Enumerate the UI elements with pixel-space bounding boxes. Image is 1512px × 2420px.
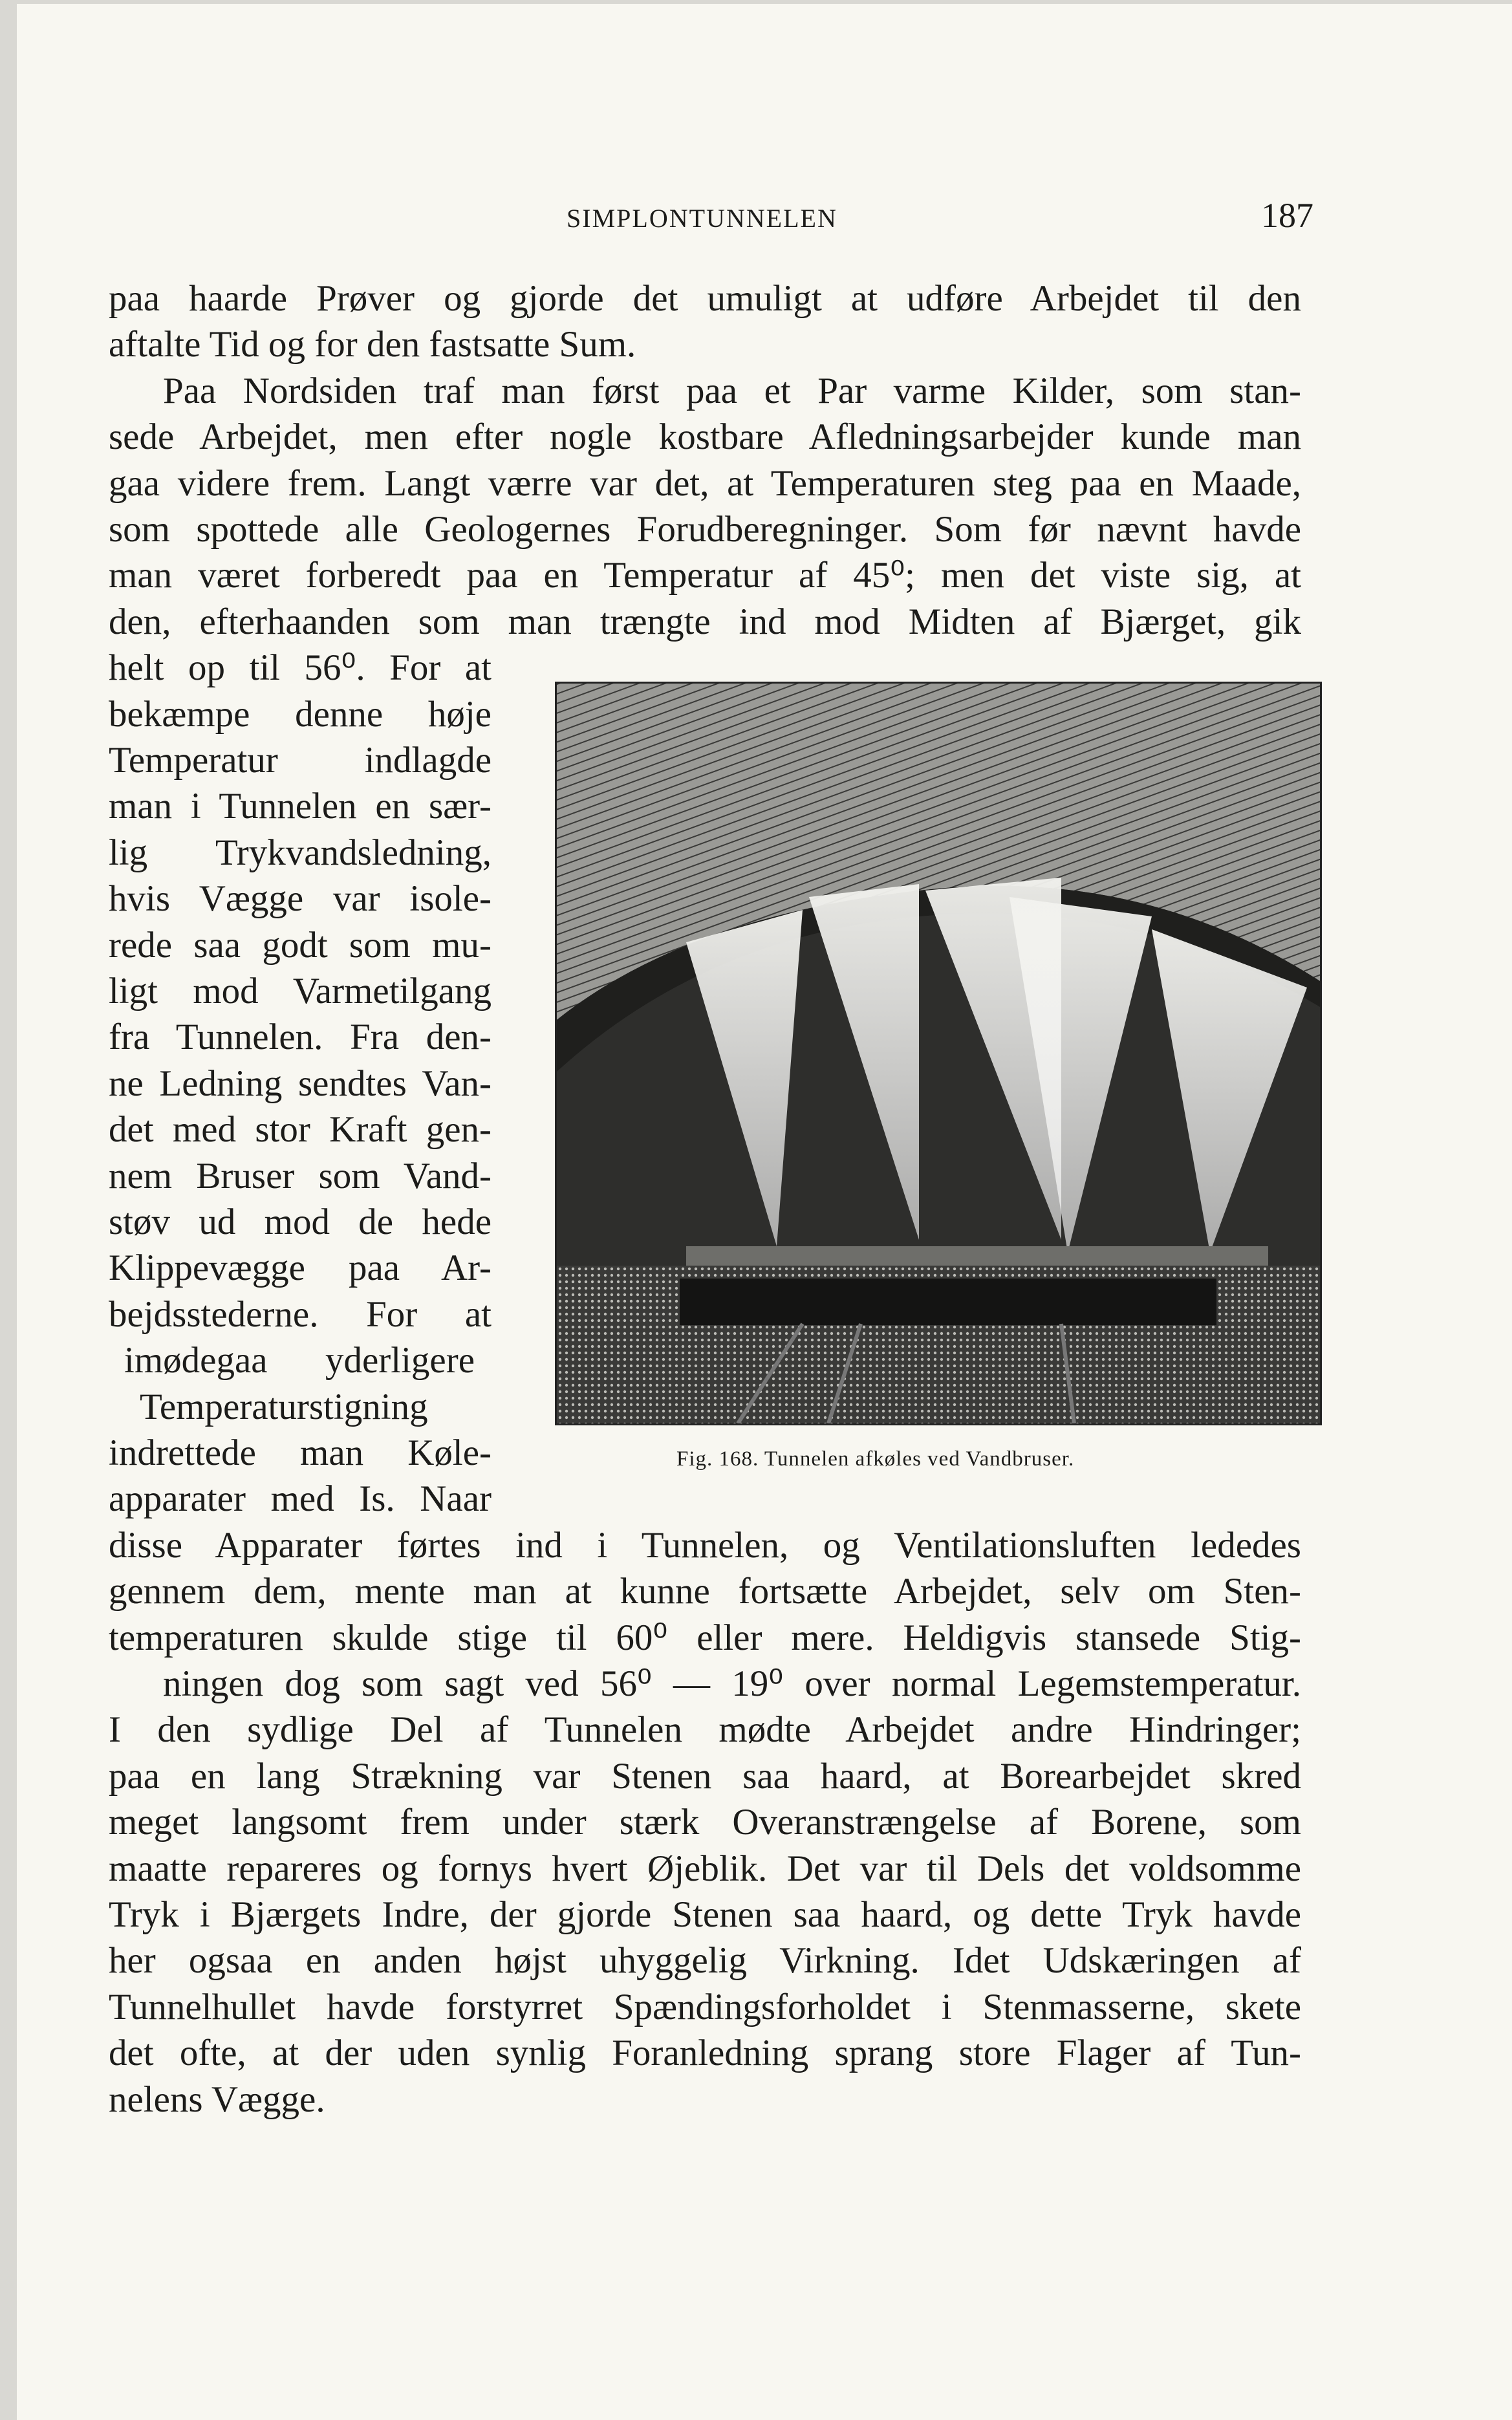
text-line: det ofte, at der uden synlig Foranledning sprang store Flager af Tun- bbox=[109, 2033, 1301, 2074]
text-line: I den sydlige Del af Tunnelen mødte Arbejdet andre Hindringer; bbox=[109, 1709, 1301, 1751]
text-line: her ogsaa en anden højst uhyggelig Virkning. Idet Udskæringen af bbox=[109, 1940, 1301, 1982]
text-line: maatte repareres og fornys hvert Øjeblik. Det var til Dels det voldsomme bbox=[109, 1848, 1301, 1889]
text-line: aftalte Tid og for den fastsatte Sum. bbox=[109, 324, 636, 365]
text-line: nem Bruser som Vand- bbox=[109, 1155, 491, 1196]
text-line: helt op til 56⁰. For at bbox=[109, 647, 491, 689]
text-line: fra Tunnelen. Fra den- bbox=[109, 1017, 491, 1058]
text-line: meget langsomt frem under stærk Overanstrængelse af Borene, som bbox=[109, 1802, 1301, 1843]
figure-caption: Fig. 168. Tunnelen afkøles ved Vandbruser. bbox=[676, 1447, 1075, 1471]
running-title: SIMPLONTUNNELEN bbox=[567, 204, 837, 233]
text-line: ne Ledning sendtes Van- bbox=[109, 1063, 491, 1104]
text-line: apparater med Is. Naar bbox=[109, 1478, 491, 1520]
text-line: Temperatur indlagde bbox=[109, 740, 491, 781]
text-line: nelens Vægge. bbox=[109, 2079, 325, 2120]
text-line: imødegaa yderligere bbox=[124, 1340, 475, 1381]
engraving-illustration bbox=[557, 684, 1320, 1423]
text-line: lig Trykvandsledning, bbox=[109, 832, 491, 873]
text-line: Tryk i Bjærgets Indre, der gjorde Stenen saa haard, og dette Tryk havde bbox=[109, 1894, 1301, 1935]
text-line: Paa Nordsiden traf man først paa et Par varme Kilder, som stan- bbox=[163, 370, 1301, 411]
text-line: bejdsstederne. For at bbox=[109, 1293, 491, 1335]
text-line: paa haarde Prøver og gjorde det umuligt at udføre Arbejdet til den bbox=[109, 278, 1301, 319]
text-line: disse Apparater førtes ind i Tunnelen, og Ventilationsluften lededes bbox=[109, 1524, 1301, 1566]
text-line: Temperaturstigning bbox=[140, 1386, 428, 1427]
text-line: Tunnelhullet havde forstyrret Spændingsforholdet i Stenmasserne, skete bbox=[109, 1986, 1301, 2027]
text-line: paa en lang Strækning var Stenen saa haard, at Borearbejdet skred bbox=[109, 1755, 1301, 1797]
text-line: temperaturen skulde stige til 60⁰ eller mere. Heldigvis stansede Stig- bbox=[109, 1617, 1301, 1658]
water-pipe bbox=[686, 1246, 1268, 1266]
text-line: man været forberedt paa en Temperatur af 45⁰; men det viste sig, at bbox=[109, 555, 1301, 596]
text-line: hvis Vægge var isole- bbox=[109, 878, 491, 920]
text-line: bekæmpe denne høje bbox=[109, 693, 491, 735]
text-line: gaa videre frem. Langt værre var det, at Temperaturen steg paa en Maade, bbox=[109, 462, 1301, 504]
figure-tunnel-water-sprays bbox=[555, 682, 1322, 1425]
text-line: det med stor Kraft gen- bbox=[109, 1109, 491, 1151]
book-page bbox=[17, 4, 1512, 2420]
page-number: 187 bbox=[1261, 196, 1313, 235]
text-line: rede saa godt som mu- bbox=[109, 924, 491, 966]
text-line: støv ud mod de hede bbox=[109, 1202, 491, 1242]
text-line: ligt mod Varmetilgang bbox=[109, 971, 491, 1011]
text-line: den, efterhaanden som man trængte ind mod Midten af Bjærget, gik bbox=[109, 601, 1301, 642]
text-line: gennem dem, mente man at kunne fortsætte Arbejdet, selv om Sten- bbox=[109, 1571, 1301, 1612]
text-line: man i Tunnelen en sær- bbox=[109, 786, 491, 827]
text-line: ningen dog som sagt ved 56⁰ — 19⁰ over normal Legemstemperatur. bbox=[163, 1663, 1301, 1704]
text-line: Klippevægge paa Ar- bbox=[109, 1248, 491, 1289]
text-line: sede Arbejdet, men efter nogle kostbare Afledningsarbejder kunde man bbox=[109, 416, 1301, 458]
text-line: som spottede alle Geologernes Forudberegninger. Som før nævnt havde bbox=[109, 509, 1301, 550]
text-line: indrettede man Køle- bbox=[109, 1432, 491, 1473]
